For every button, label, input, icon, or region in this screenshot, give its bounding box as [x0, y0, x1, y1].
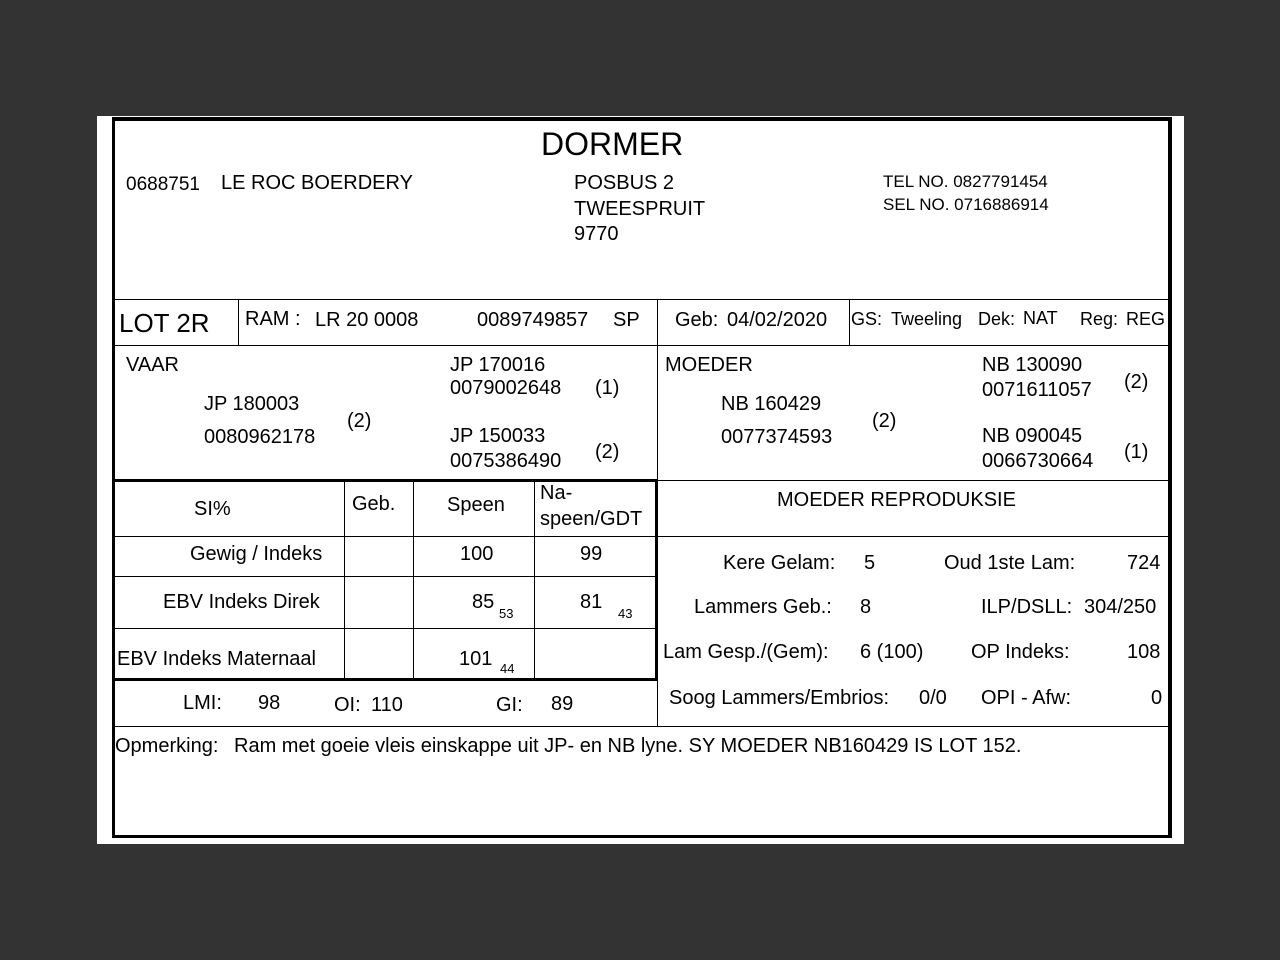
- divider-si-row3: [112, 678, 658, 681]
- tel-number: TEL NO. 0827791454: [883, 172, 1048, 191]
- divider-lot-row: [112, 345, 1172, 346]
- divider-pedigree-right: [658, 480, 1172, 481]
- geb-header: Geb.: [352, 493, 396, 515]
- sel-number: SEL NO. 0716886914: [883, 195, 1049, 214]
- gi-label: GI:: [496, 694, 523, 716]
- vline-lot: [238, 299, 239, 345]
- lmi-value: 98: [258, 692, 281, 714]
- kere-gelam-label: Kere Gelam:: [723, 552, 836, 574]
- divider-si-row2: [112, 628, 657, 629]
- ram-reg-number: 0089749857: [477, 309, 589, 331]
- speen-header: Speen: [447, 494, 505, 516]
- ebv-maternaal-label: EBV Indeks Maternaal: [117, 648, 316, 670]
- gs-label: GS:: [851, 309, 883, 329]
- vaar-label: VAAR: [126, 354, 179, 376]
- oud-1ste-lam-label: Oud 1ste Lam:: [944, 552, 1076, 574]
- ilp-dsll-label: ILP/DSLL:: [981, 596, 1073, 618]
- moeder-dam-id: NB 090045: [982, 425, 1083, 447]
- address-line-2: TWEESPRUIT: [574, 198, 706, 220]
- moeder-sire-id: NB 130090: [982, 354, 1083, 376]
- remark-text: Ram met goeie vleis einskappe uit JP- en NB lyne. SY MOEDER NB160429 IS LOT 152.: [234, 735, 1022, 757]
- dek-label: Dek:: [978, 309, 1016, 329]
- moeder-label: MOEDER: [665, 354, 753, 376]
- vline-si-2: [413, 480, 414, 678]
- remark-label: Opmerking:: [115, 735, 219, 757]
- divider-pedigree-left: [112, 479, 658, 482]
- lam-gesp-value: 6 (100): [860, 641, 924, 663]
- moeder-sire-grade: (2): [1124, 371, 1149, 393]
- ram-label: RAM :: [245, 308, 301, 330]
- geb-label: Geb:: [675, 309, 719, 331]
- vaar-dam-reg-number: 0075386490: [450, 450, 562, 472]
- ram-id: LR 20 0008: [315, 309, 419, 331]
- gewig-speen-value: 100: [460, 543, 494, 565]
- op-indeks-value: 108: [1127, 641, 1161, 663]
- oi-label: OI:: [334, 694, 361, 716]
- soog-lammers-value: 0/0: [919, 687, 947, 709]
- ebv-direk-speen-accuracy: 53: [499, 606, 514, 621]
- ebv-maternaal-speen-value: 101: [459, 648, 493, 670]
- divider-si-header: [112, 536, 1172, 537]
- ram-sp: SP: [613, 309, 640, 331]
- kere-gelam-value: 5: [864, 552, 876, 574]
- moeder-grade: (2): [872, 410, 897, 432]
- vline-si-3: [534, 480, 535, 678]
- oud-1ste-lam-value: 724: [1127, 552, 1161, 574]
- lam-gesp-label: Lam Gesp./(Gem):: [663, 641, 829, 663]
- divider-indices: [112, 726, 1172, 727]
- vaar-sire-reg-number: 0079002648: [450, 377, 562, 399]
- address-line-3: 9770: [574, 223, 619, 245]
- moeder-dam-reg-number: 0066730664: [982, 450, 1094, 472]
- vaar-reg-number: 0080962178: [204, 426, 316, 448]
- member-number: 0688751: [126, 174, 200, 195]
- naspeen-header-line2: speen/GDT: [540, 508, 643, 530]
- gewig-indeks-label: Gewig / Indeks: [190, 543, 323, 565]
- vline-si-right: [655, 480, 658, 680]
- dek-value: NAT: [1023, 308, 1058, 328]
- ebv-direk-naspeen-accuracy: 43: [618, 606, 633, 621]
- opi-afw-label: OPI - Afw:: [981, 687, 1072, 709]
- ilp-dsll-value: 304/250: [1084, 596, 1157, 618]
- vaar-grade: (2): [347, 410, 372, 432]
- ebv-direk-naspeen-value: 81: [580, 591, 603, 613]
- ebv-direk-speen-value: 85: [472, 591, 495, 613]
- vaar-sire-id: JP 170016: [450, 354, 546, 376]
- opi-afw-value: 0: [1151, 687, 1163, 709]
- vaar-id: JP 180003: [204, 393, 300, 415]
- moeder-reg-number: 0077374593: [721, 426, 833, 448]
- vaar-dam-id: JP 150033: [450, 425, 546, 447]
- gewig-naspeen-value: 99: [580, 543, 603, 565]
- moeder-id: NB 160429: [721, 393, 822, 415]
- ebv-direk-label: EBV Indeks Direk: [163, 591, 320, 613]
- vline-geb: [849, 299, 850, 345]
- lot-card: [112, 117, 1172, 838]
- vline-si-1: [344, 480, 345, 678]
- reproduction-title: MOEDER REPRODUKSIE: [777, 489, 1016, 511]
- vaar-sire-grade: (1): [595, 377, 620, 399]
- si-header: SI%: [194, 498, 231, 520]
- moeder-sire-reg-number: 0071611057: [982, 379, 1092, 401]
- farm-name: LE ROC BOERDERY: [221, 172, 413, 194]
- lmi-label: LMI:: [183, 692, 222, 714]
- divider-header: [112, 299, 1172, 300]
- oi-value: 110: [371, 694, 403, 716]
- op-indeks-label: OP Indeks:: [971, 641, 1070, 663]
- naspeen-header-line1: Na-: [540, 482, 573, 504]
- lot-number: LOT 2R: [119, 308, 210, 338]
- ebv-maternaal-speen-accuracy: 44: [500, 661, 515, 676]
- address-line-1: POSBUS 2: [574, 172, 675, 194]
- reg-value: REG: [1126, 309, 1166, 329]
- reg-label: Reg:: [1080, 309, 1119, 329]
- breed-title: DORMER: [541, 126, 684, 162]
- lammers-geb-value: 8: [860, 596, 872, 618]
- divider-si-row1: [112, 576, 657, 577]
- gi-value: 89: [551, 693, 574, 715]
- vaar-dam-grade: (2): [595, 441, 620, 463]
- lammers-geb-label: Lammers Geb.:: [694, 596, 832, 618]
- moeder-dam-grade: (1): [1124, 441, 1149, 463]
- gs-value: Tweeling: [891, 309, 963, 329]
- geb-date: 04/02/2020: [727, 309, 828, 331]
- soog-lammers-label: Soog Lammers/Embrios:: [669, 687, 890, 709]
